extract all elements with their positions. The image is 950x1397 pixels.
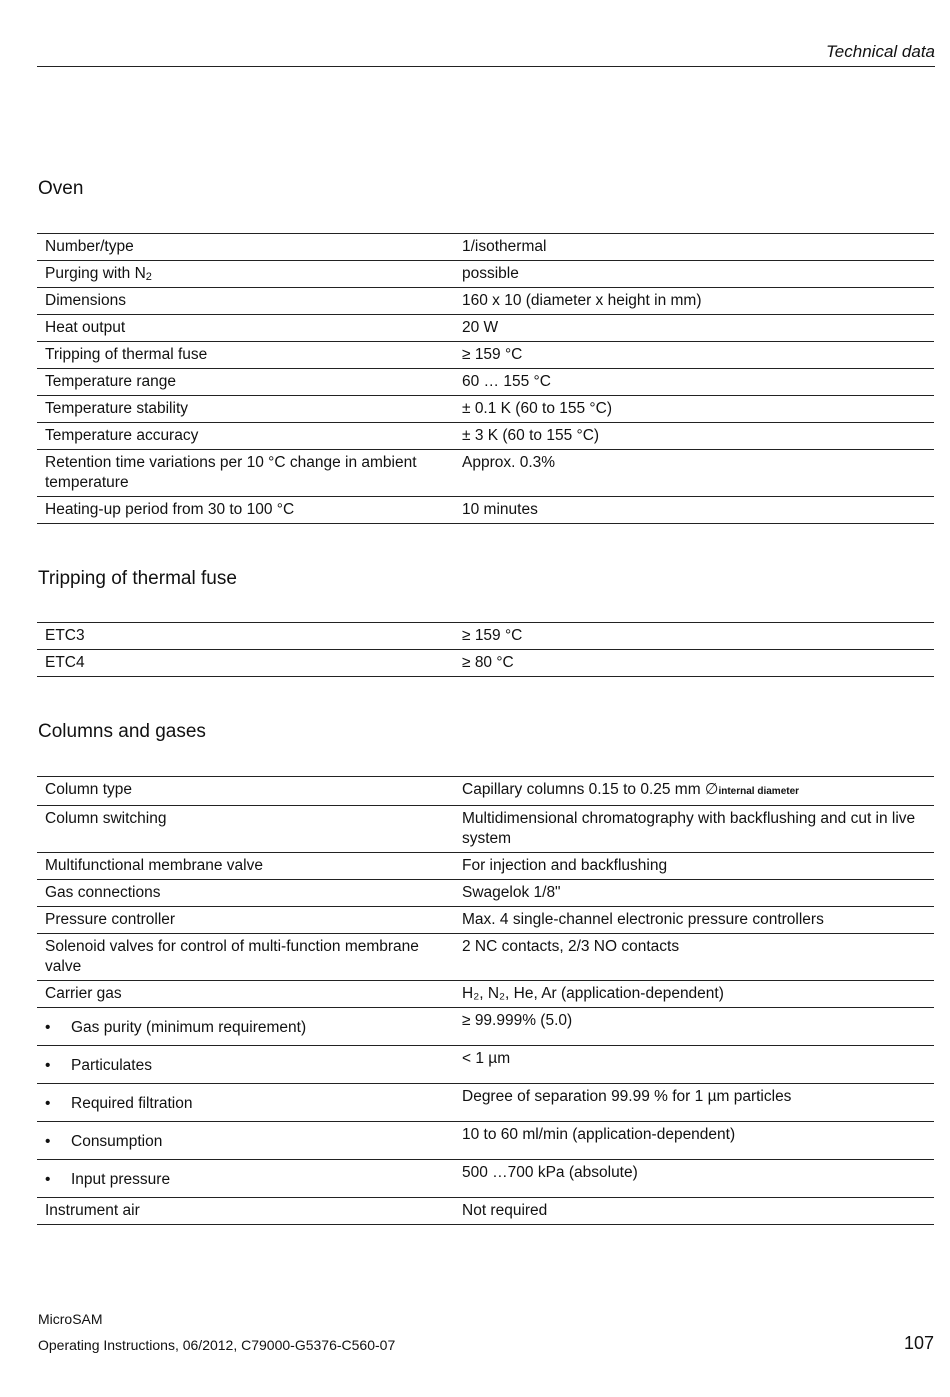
spec-value: Multidimensional chromatography with backflushing and cut in live system [462,810,916,847]
spec-label: Temperature accuracy [45,427,199,444]
spec-value: 160 x 10 (diameter x height in mm) [462,292,702,309]
spec-label: Temperature stability [45,400,189,417]
spec-label: Column switching [45,810,167,827]
spec-value: possible [462,265,519,282]
section-title-oven: Oven [38,178,84,199]
table-row [37,1008,934,1046]
page-number: 107 [903,1333,934,1353]
table-row [37,623,934,650]
spec-value: 2 NC contacts, 2/3 NO contacts [462,938,680,955]
spec-value: Capillary columns 0.15 to 0.25 mm ∅internal diameter [462,781,800,798]
table-row [37,423,934,450]
table-row [37,261,934,288]
header-title: Technical data [825,42,935,61]
spec-value: ≥ 159 °C [462,627,523,644]
table-row [37,288,934,315]
spec-value: Approx. 0.3% [462,454,556,471]
table-row [37,315,934,342]
spec-value: < 1 µm [462,1050,511,1067]
spec-value: ± 0.1 K (60 to 155 °C) [462,400,612,417]
spec-label: • Required filtration [45,1095,193,1112]
table-row [37,342,934,369]
spec-label: Solenoid valves for control of multi-function membrane valve [45,938,419,975]
spec-value: 1/isothermal [462,238,547,255]
table-row [37,1160,934,1198]
spec-value: H₂, N₂, He, Ar (application-dependent) [462,985,724,1002]
table-row [37,1122,934,1160]
spec-label: Carrier gas [45,985,122,1002]
spec-value: Not required [462,1202,548,1219]
spec-label: • Particulates [45,1057,152,1074]
spec-value: Max. 4 single-channel electronic pressure controllers [462,911,824,928]
spec-value: ± 3 K (60 to 155 °C) [462,427,600,444]
table-row [37,934,934,981]
spec-label: Gas connections [45,884,161,901]
spec-label: Column type [45,781,133,798]
table-row [37,369,934,396]
table-row [37,880,934,907]
table-row [37,806,934,853]
spec-value: ≥ 80 °C [462,654,514,671]
table-row [37,1198,934,1225]
spec-value: 10 to 60 ml/min (application-dependent) [462,1126,736,1143]
spec-label: Retention time variations per 10 °C change in ambient temperature [45,454,417,491]
table-row [37,650,934,677]
spec-label: • Gas purity (minimum requirement) [45,1019,307,1036]
footer-product: MicroSAM [38,1311,103,1327]
spec-value: 60 … 155 °C [462,373,551,390]
table-row [37,234,934,261]
spec-value: For injection and backflushing [462,857,668,874]
spec-value: ≥ 99.999% (5.0) [462,1012,573,1029]
spec-label: Tripping of thermal fuse [45,346,208,363]
table-row [37,853,934,880]
spec-value: ≥ 159 °C [462,346,523,363]
spec-label: ETC4 [45,654,85,671]
table-row [37,497,934,524]
oven-table [37,233,934,524]
spec-label: Purging with $N_2$ [45,265,152,283]
spec-label: Number/type [45,238,134,255]
spec-label: Temperature range [45,373,176,390]
section-title-columns: Columns and gases [38,721,206,742]
section-title-fuse: Tripping of thermal fuse [38,568,237,589]
table-row [37,1046,934,1084]
bullet-icon: • [45,1057,51,1074]
fuse-table [37,622,934,677]
table-row [37,777,934,806]
spec-label: Pressure controller [45,911,176,928]
bullet-icon: • [45,1133,51,1150]
footer-document-id: Operating Instructions, 06/2012, C79000-G5376-C560-07 [38,1337,396,1353]
columns-table [37,776,934,1225]
spec-label: • Consumption [45,1133,163,1150]
spec-value: 500 …700 kPa (absolute) [462,1164,638,1181]
bullet-icon: • [45,1171,51,1188]
table-row [37,1084,934,1122]
table-row [37,396,934,423]
spec-label: Heat output [45,319,126,336]
spec-label: Dimensions [45,292,126,309]
spec-value: Swagelok 1/8" [462,884,561,901]
table-row [37,450,934,497]
spec-value: 20 W [462,319,499,336]
spec-label: ETC3 [45,627,85,644]
spec-label: Heating-up period from 30 to 100 °C [45,501,295,518]
table-row [37,907,934,934]
spec-label: • Input pressure [45,1171,171,1188]
spec-value: Degree of separation 99.99 % for 1 µm particles [462,1088,792,1105]
bullet-icon: • [45,1019,51,1036]
spec-label: Multifunctional membrane valve [45,857,263,874]
page-header [37,42,935,67]
spec-value: 10 minutes [462,501,538,518]
spec-label: Instrument air [45,1202,140,1219]
table-row [37,981,934,1008]
bullet-icon: • [45,1095,51,1112]
